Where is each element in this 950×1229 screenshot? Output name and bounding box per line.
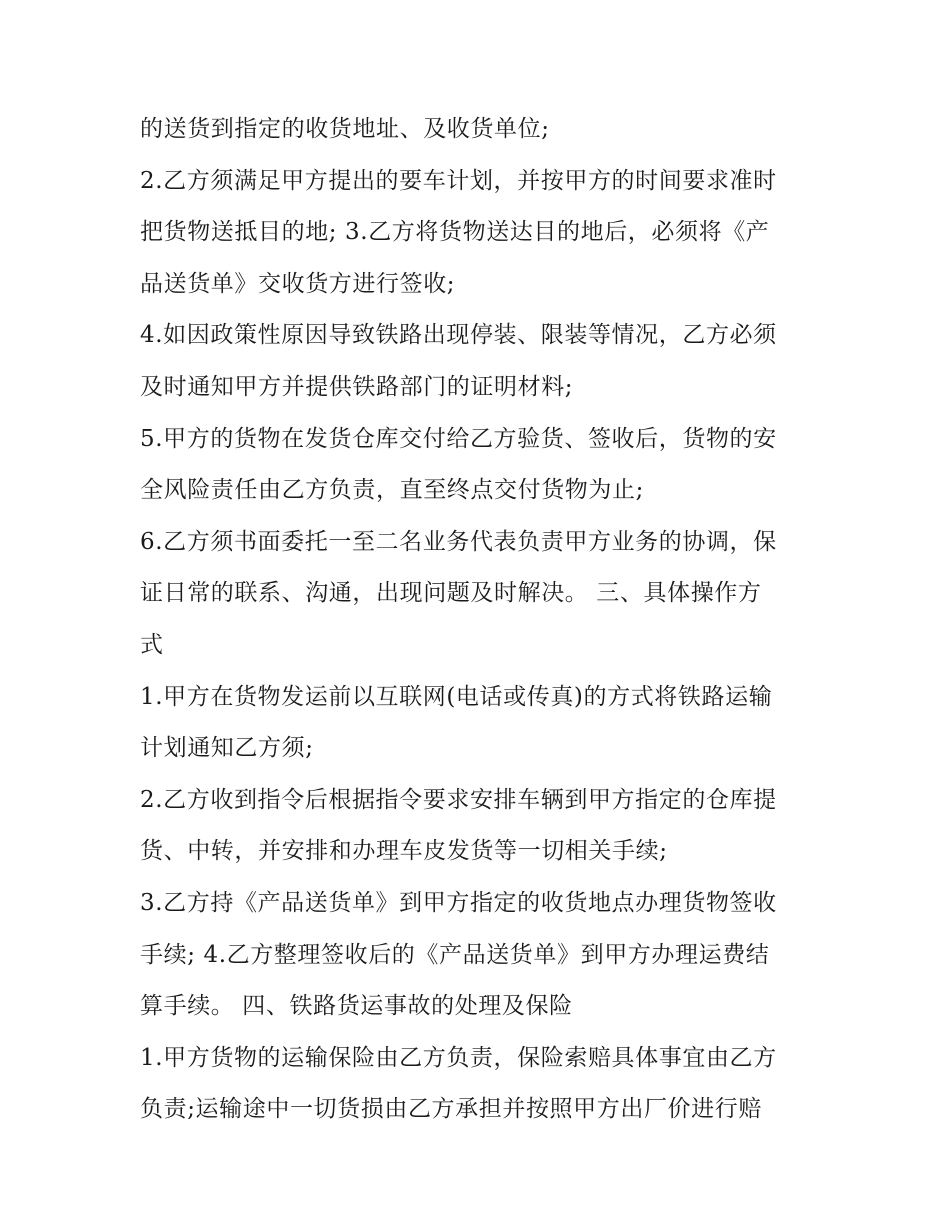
text-line: 1.甲方在货物发运前以互联网(电话或传真)的方式将铁路运输 <box>140 683 773 710</box>
text-line: 负责;运输途中一切货损由乙方承担并按照甲方出厂价进行赔 <box>140 1096 762 1123</box>
text-line: 3.乙方持《产品送货单》到甲方指定的收货地点办理货物签收 <box>140 889 777 916</box>
text-line: 全风险责任由乙方负责，直至终点交付货物为止; <box>140 477 644 504</box>
text-line: 的送货到指定的收货地址、及收货单位; <box>140 116 550 142</box>
text-line: 把货物送抵目的地; 3.乙方将货物送达目的地后，必须将《产 <box>140 219 770 246</box>
text-line: 6.乙方须书面委托一至二名业务代表负责甲方业务的协调，保 <box>140 528 777 555</box>
text-line: 品送货单》交收货方进行签收; <box>140 270 456 297</box>
text-line: 1.甲方货物的运输保险由乙方负责，保险索赔具体事宜由乙方 <box>140 1044 777 1071</box>
text-line: 货、中转，并安排和办理车皮发货等一切相关手续; <box>140 838 668 865</box>
text-line: 及时通知甲方并提供铁路部门的证明材料; <box>140 373 574 400</box>
text-line: 算手续。 四、铁路货运事故的处理及保险 <box>140 993 573 1020</box>
text-line: 手续; 4.乙方整理签收后的《产品送货单》到甲方办理运费结 <box>140 941 770 968</box>
text-line: 4.如因政策性原因导致铁路出现停装、限装等情况，乙方必须 <box>140 322 777 349</box>
contract-text-body <box>140 104 820 1136</box>
text-line: 5.甲方的货物在发货仓库交付给乙方验货、签收后，货物的安 <box>140 425 777 452</box>
text-line: 2.乙方须满足甲方提出的要车计划，并按甲方的时间要求准时 <box>140 167 777 194</box>
text-line: 计划通知乙方须; <box>140 735 314 762</box>
text-line: 证日常的联系、沟通，出现问题及时解决。 三、具体操作方 <box>140 580 762 607</box>
text-line: 2.乙方收到指令后根据指令要求安排车辆到甲方指定的仓库提 <box>140 786 777 813</box>
text-line: 式 <box>140 631 164 658</box>
